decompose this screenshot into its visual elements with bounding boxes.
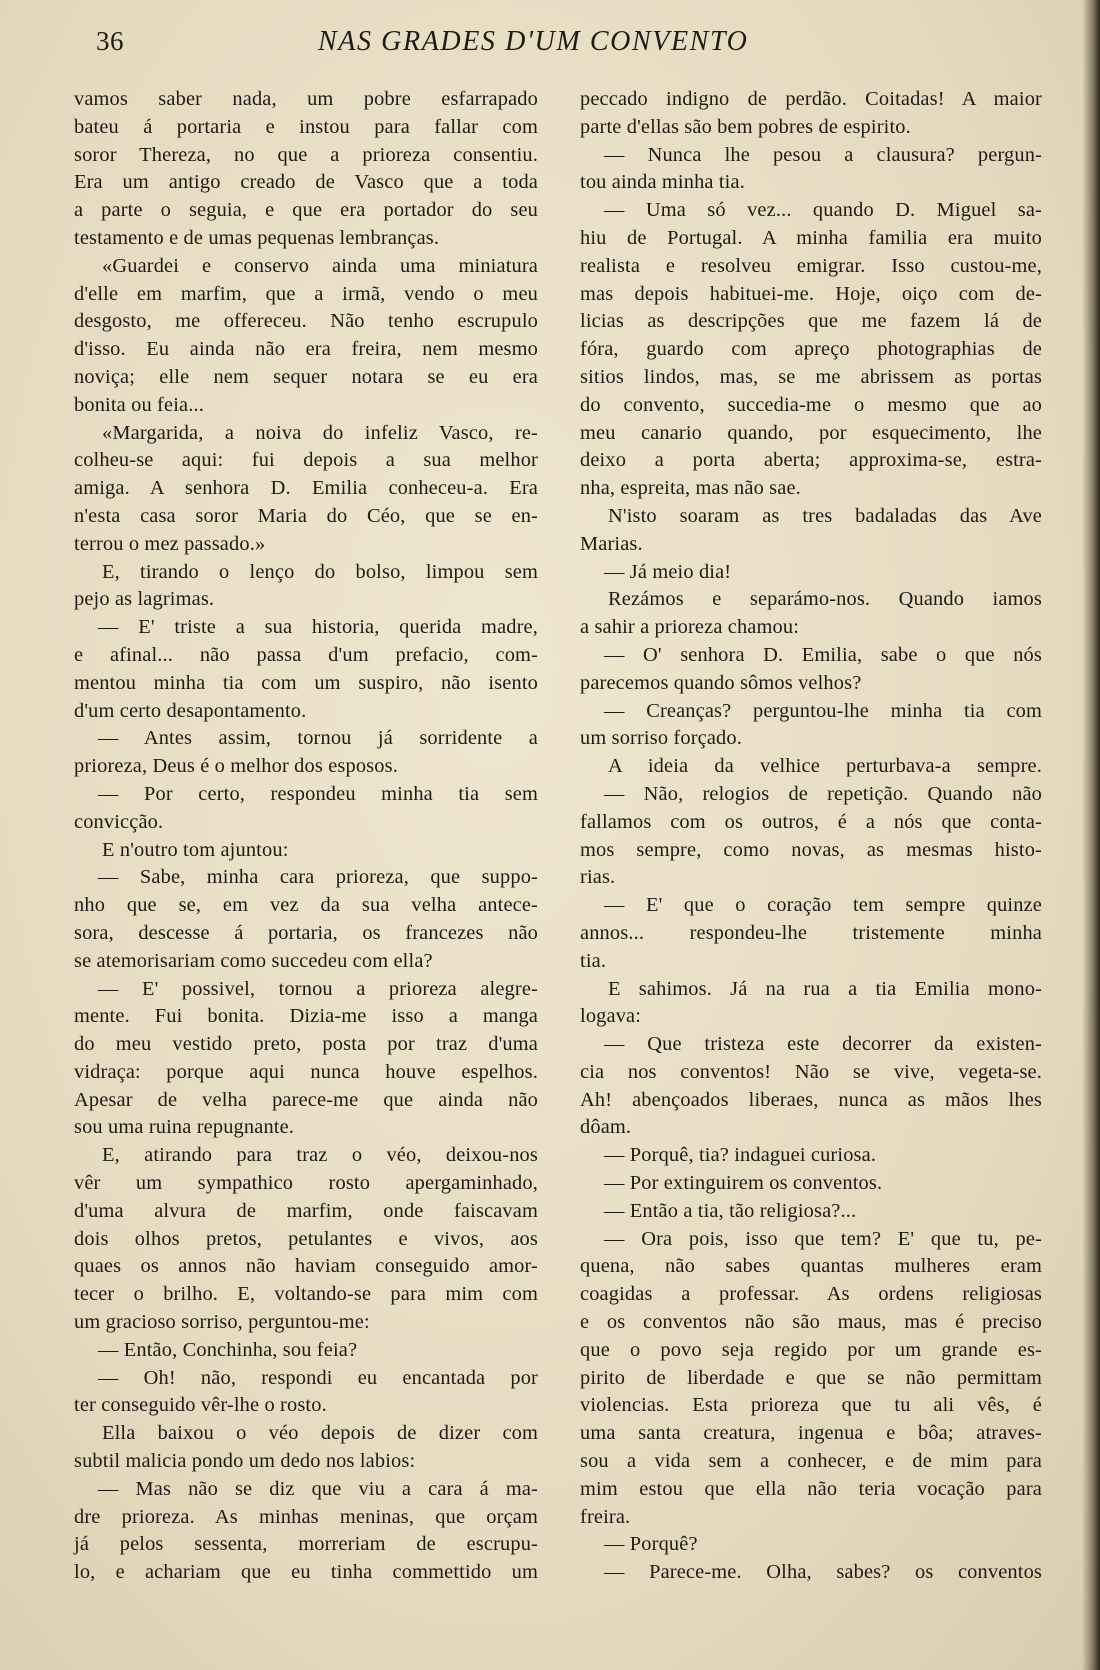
text-line: bonita ou feia... <box>74 393 204 416</box>
text-line: deixo a porta aberta; approxima-se, estra- <box>580 449 1042 472</box>
text-line: uma santa creatura, ingenua e bôa; atraves- <box>580 1422 1042 1445</box>
text-line: dre prioreza. As minhas meninas, que orçam <box>74 1505 538 1528</box>
text-line: parte d'ellas são bem pobres de espirito. <box>580 115 911 138</box>
text-line: já pelos sessenta, morreriam de escrupu- <box>74 1533 538 1556</box>
text-line: Era um antigo creado de Vasco que a toda <box>74 171 538 194</box>
text-line: um sorriso forçado. <box>580 727 742 750</box>
text-line: nho que se, em vez da sua velha antece- <box>74 894 538 917</box>
text-line: mentou minha tia com um suspiro, não isento <box>74 671 538 694</box>
text-line: pejo as lagrimas. <box>74 588 215 611</box>
text-line: tecer o brilho. E, voltando-se para mim com <box>74 1283 538 1306</box>
text-line: Marias. <box>580 532 643 555</box>
text-line: Ella baixou o véo depois de dizer com <box>102 1422 538 1445</box>
text-line: tou ainda minha tia. <box>580 171 745 194</box>
text-line: vamos saber nada, um pobre esfarrapado <box>74 88 538 110</box>
text-line: coagidas a professar. As ordens religiosas <box>580 1283 1042 1306</box>
text-line: noviça; elle nem sequer notara se eu era <box>74 365 538 388</box>
text-line: — E' triste a sua historia, querida madre, <box>98 616 538 639</box>
text-line: — Nunca lhe pesou a clausura? pergun- <box>604 143 1042 166</box>
text-line: realista e resolveu emigrar. Isso custou-me, <box>580 254 1042 277</box>
text-line: — Porquê? <box>604 1533 698 1556</box>
text-line: annos... respondeu-lhe tristemente minha <box>580 921 1042 944</box>
text-line: fóra, guardo com apreço photographias de <box>580 338 1042 361</box>
text-line: amiga. A senhora D. Emilia conheceu-a. Era <box>74 477 538 500</box>
text-line: colheu-se aqui: fui depois a sua melhor <box>74 449 538 472</box>
text-line: hiu de Portugal. A minha familia era muito <box>580 226 1042 249</box>
text-line: peccado indigno de perdão. Coitadas! A maior <box>580 88 1042 110</box>
text-line: E n'outro tom ajuntou: <box>102 838 289 861</box>
text-line: mos sempre, como novas, as mesmas histo- <box>580 838 1042 861</box>
text-line: d'isso. Eu ainda não era freira, nem mesmo <box>74 338 538 361</box>
text-line: d'um certo desapontamento. <box>74 699 307 722</box>
text-line: violencias. Esta prioreza que tu ali vês, é <box>580 1394 1042 1417</box>
text-line: — Oh! não, respondi eu encantada por <box>98 1366 538 1389</box>
text-line: E, tirando o lenço do bolso, limpou sem <box>102 560 538 583</box>
text-line: lo, e achariam que eu tinha commettido um <box>74 1561 538 1584</box>
right-text-column <box>580 86 1042 1587</box>
text-line: — Mas não se diz que viu a cara á ma- <box>98 1477 538 1500</box>
text-line: N'isto soaram as tres badaladas das Ave <box>608 504 1042 527</box>
text-line: convicção. <box>74 810 164 833</box>
text-line: — Sabe, minha cara prioreza, que suppo- <box>98 866 538 889</box>
text-line: — Por extinguirem os conventos. <box>604 1172 883 1195</box>
text-line: — Ora pois, isso que tem? E' que tu, pe- <box>604 1227 1042 1250</box>
text-line: terrou o mez passado.» <box>74 532 266 555</box>
text-line: quena, não sabes quantas mulheres eram <box>580 1255 1042 1278</box>
text-line: — O' senhora D. Emilia, sabe o que nós <box>604 643 1042 666</box>
text-line: meu canario quando, por esquecimento, lhe <box>580 421 1042 444</box>
page-binding-shadow <box>1082 0 1100 1670</box>
text-line: a sahir a prioreza chamou: <box>580 616 800 639</box>
text-line: — Antes assim, tornou já sorridente a <box>98 727 538 750</box>
text-line: se atemorisariam como succedeu com ella? <box>74 949 433 972</box>
text-line: — Não, relogios de repetição. Quando não <box>604 782 1042 805</box>
text-line: d'elle em marfim, que a irmã, vendo o meu <box>74 282 538 305</box>
text-line: testamento e de umas pequenas lembranças. <box>74 226 440 249</box>
text-line: parecemos quando sômos velhos? <box>580 671 862 694</box>
text-line: do meu vestido preto, posta por traz d'uma <box>74 1033 538 1056</box>
text-line: licias as descripções que me fazem lá de <box>580 310 1042 333</box>
text-line: bateu á portaria e instou para fallar com <box>74 115 538 138</box>
text-line: — Parece-me. Olha, sabes? os conventos <box>604 1561 1042 1584</box>
text-line: subtil malicia pondo um dedo nos labios: <box>74 1450 416 1473</box>
page-header <box>96 22 1046 62</box>
text-line: — E' que o coração tem sempre quinze <box>604 894 1042 917</box>
text-line: logava: <box>580 1005 642 1028</box>
text-line: vidraça: porque aqui nunca houve espelhos. <box>74 1060 538 1083</box>
text-line: — Por certo, respondeu minha tia sem <box>98 782 538 805</box>
text-line: Rezámos e separámo-nos. Quando iamos <box>608 588 1042 611</box>
text-line: Apesar de velha parece-me que ainda não <box>74 1088 538 1111</box>
text-line: sou uma ruina repugnante. <box>74 1116 295 1139</box>
text-line: «Guardei e conservo ainda uma miniatura <box>102 254 538 277</box>
text-line: freira. <box>580 1505 631 1528</box>
text-line: mas depois habituei-me. Hoje, oiço com de- <box>580 282 1042 305</box>
text-line: «Margarida, a noiva do infeliz Vasco, re- <box>102 421 538 444</box>
text-line: rias. <box>580 866 616 889</box>
text-line: sou a vida sem a conhecer, e de mim para <box>580 1450 1042 1473</box>
text-line: vêr um sympathico rosto apergaminhado, <box>74 1172 538 1195</box>
text-line: — Que tristeza este decorrer da existen- <box>604 1033 1042 1056</box>
text-line: e afinal... não passa d'um prefacio, com- <box>74 643 538 666</box>
text-line: — Então, Conchinha, sou feia? <box>98 1338 358 1361</box>
text-line: A ideia da velhice perturbava-a sempre. <box>608 755 1042 778</box>
text-line: tia. <box>580 949 607 972</box>
text-line: pirito de liberdade e que se não permittam <box>580 1366 1042 1389</box>
text-line: — Já meio dia! <box>604 560 732 583</box>
text-line: — E' possivel, tornou a prioreza alegre- <box>98 977 538 1000</box>
text-line: — Então a tia, tão religiosa?... <box>604 1199 857 1222</box>
text-line: dois olhos pretos, petulantes e vivos, aos <box>74 1227 538 1250</box>
text-line: d'uma alvura de marfim, onde faiscavam <box>74 1199 538 1222</box>
text-line: Ah! abençoados liberaes, nunca as mãos lhes <box>580 1088 1042 1111</box>
text-line: prioreza, Deus é o melhor dos esposos. <box>74 755 398 778</box>
text-line: E, atirando para traz o véo, deixou-nos <box>102 1144 538 1167</box>
running-title: NAS GRADES D'UM CONVENTO <box>318 26 749 57</box>
left-text-column <box>74 86 538 1587</box>
text-line: sora, descesse á portaria, os francezes não <box>74 921 538 944</box>
text-line: E sahimos. Já na rua a tia Emilia mono- <box>608 977 1042 1000</box>
page-number: 36 <box>96 26 124 56</box>
text-line: — Creanças? perguntou-lhe minha tia com <box>604 699 1042 722</box>
text-line: n'esta casa soror Maria do Céo, que se en- <box>74 504 538 527</box>
text-line: — Porquê, tia? indaguei curiosa. <box>604 1144 877 1167</box>
text-line: do convento, succedia-me o mesmo que ao <box>580 393 1042 416</box>
text-line: soror Thereza, no que a prioreza consentiu. <box>74 143 538 166</box>
text-line: mim estou que ella não teria vocação para <box>580 1477 1042 1500</box>
text-line: mente. Fui bonita. Dizia-me isso a manga <box>74 1005 538 1028</box>
text-line: fallamos com os outros, é a nós que conta- <box>580 810 1042 833</box>
text-line: — Uma só vez... quando D. Miguel sa- <box>604 199 1042 222</box>
text-line: cia nos conventos! Não se vive, vegeta-se. <box>580 1060 1042 1083</box>
text-line: ter conseguido vêr-lhe o rosto. <box>74 1394 327 1417</box>
text-line: um gracioso sorriso, perguntou-me: <box>74 1311 370 1334</box>
text-line: quaes os annos não haviam conseguido amor- <box>74 1255 538 1278</box>
text-line: desgosto, me offereceu. Não tenho escrupulo <box>74 310 538 333</box>
text-line: nha, espreita, mas não sae. <box>580 477 801 500</box>
text-line: sitios lindos, mas, se me abrissem as portas <box>580 365 1042 388</box>
text-line: dôam. <box>580 1116 632 1139</box>
text-line: a parte o seguia, e que era portador do seu <box>74 199 538 222</box>
text-line: que o povo seja regido por um grande es- <box>580 1338 1042 1361</box>
text-line: e os conventos não são maus, mas é preciso <box>580 1311 1042 1334</box>
